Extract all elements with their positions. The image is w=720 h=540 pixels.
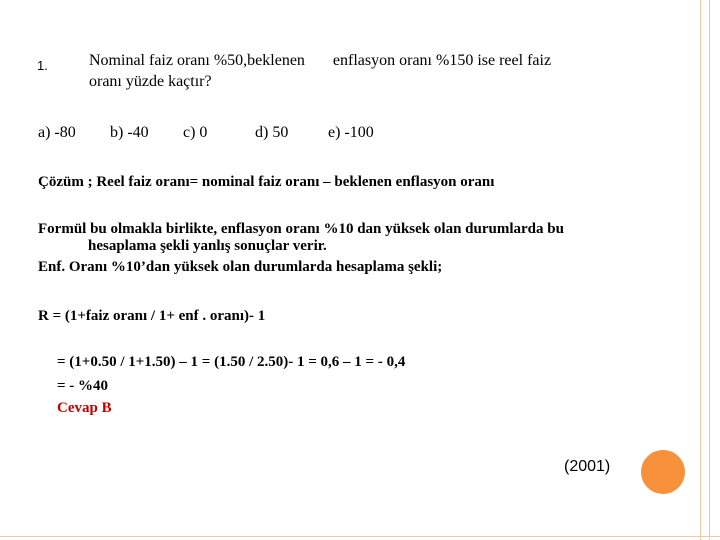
real-rate-formula: R = (1+faiz oranı / 1+ enf . oranı)- 1 xyxy=(38,308,266,324)
question-text-line1 xyxy=(89,52,551,70)
year-label: (2001) xyxy=(564,458,611,475)
option-e: e) -100 xyxy=(328,124,374,141)
answer-text: Cevap B xyxy=(57,400,112,416)
question-text-line2: oranı yüzde kaçtır? xyxy=(89,73,212,90)
frame-line-right xyxy=(709,0,710,540)
option-b: b) -40 xyxy=(110,124,149,141)
formula-note-line1: Formül bu olmakla birlikte, enflasyon oranı %10 dan yüksek olan durumlarda bu xyxy=(38,221,564,237)
question-number: 1. xyxy=(37,58,48,73)
calculation-line2: = - %40 xyxy=(57,378,109,394)
formula-note-line2: hesaplama şekli yanlış sonuçlar verir. xyxy=(88,238,327,254)
option-c: c) 0 xyxy=(183,124,208,141)
frame-line-left xyxy=(700,0,701,540)
decorative-circle xyxy=(641,450,685,494)
option-d: d) 50 xyxy=(255,124,289,141)
solution-intro: Çözüm ; Reel faiz oranı= nominal faiz oranı – beklenen enflasyon oranı xyxy=(38,174,495,190)
question-text-part-a: Nominal faiz oranı %50,beklenen xyxy=(89,52,305,69)
question-text-part-b: enflasyon oranı %150 ise reel faiz xyxy=(332,52,552,69)
formula-note-line3: Enf. Oranı %10’dan yüksek olan durumlarda hesaplama şekli; xyxy=(38,259,443,275)
frame-line-bottom xyxy=(0,536,720,537)
option-a: a) -80 xyxy=(38,124,76,141)
calculation-line1: = (1+0.50 / 1+1.50) – 1 = (1.50 / 2.50)- 1 = 0,6 – 1 = - 0,4 xyxy=(57,354,406,370)
